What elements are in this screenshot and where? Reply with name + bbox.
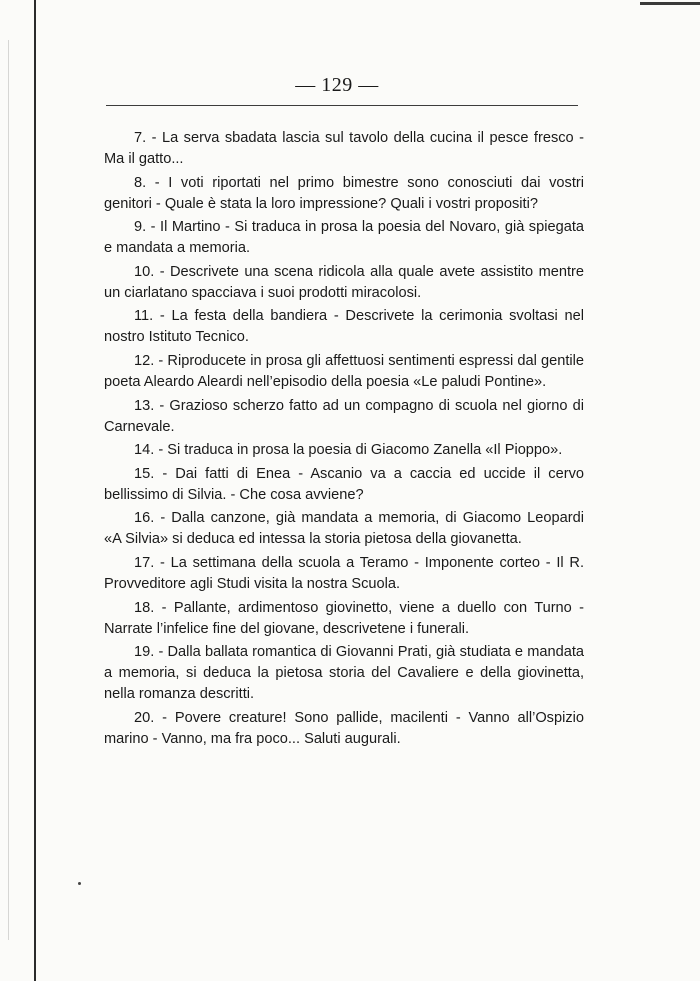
scan-margin-line (8, 40, 9, 940)
scan-speck (78, 882, 81, 885)
exercise-item: 13. - Grazioso scherzo fatto ad un compagno di scuola nel giorno di Carnevale. (104, 397, 584, 435)
exercise-item: 11. - La festa della bandiera - Descrivete la cerimonia svoltasi nel nostro Istituto Tecnico. (104, 308, 584, 346)
exercise-item: 7. - La serva sbadata lascia sul tavolo della cucina il pesce fresco - Ma il gatto... (104, 130, 584, 167)
exercise-item: 12. - Riproducete in prosa gli affettuosi sentimenti espressi dal gentile poeta Aleardo Aleardi nell’episodio della poesia «Le paludi Pontine». (104, 352, 584, 390)
page-number: — 129 — (295, 74, 379, 96)
exercise-item: 9. - Il Martino - Si traduca in prosa la poesia del Novaro, già spiegata e mandata a memoria. (104, 219, 584, 257)
exercise-item: 16. - Dalla canzone, già mandata a memoria, di Giacomo Leopardi «A Silvia» si deduca ed intessa la storia pietosa della giovanetta. (104, 510, 584, 548)
exercise-list (104, 128, 584, 752)
exercise-item: 15. - Dai fatti di Enea - Ascanio va a caccia ed uccide il cervo bellissimo di Silvia. - Che cosa avviene? (104, 465, 584, 503)
exercise-item: 17. - La settimana della scuola a Teramo - Imponente corteo - Il R. Provveditore agli Studi visita la nostra Scuola. (104, 554, 584, 592)
exercise-item: 20. - Povere creature! Sono pallide, macilenti - Vanno all’Ospizio marino - Vanno, ma fra poco... Saluti augurali. (104, 709, 584, 747)
exercise-item: 19. - Dalla ballata romantica di Giovanni Prati, già studiata e mandata a memoria, si deduca la pietosa storia del Cavaliere e della giovinetta, nella romanza descritti. (104, 644, 584, 703)
exercise-item: 10. - Descrivete una scena ridicola alla quale avete assistito mentre un ciarlatano spacciava i suoi prodotti miracolosi. (104, 263, 584, 301)
scan-corner-mark (640, 2, 700, 5)
exercise-item: 8. - I voti riportati nel primo bimestre sono conosciuti dai vostri genitori - Quale è stata la loro impressione? Quali i vostri propositi? (104, 174, 584, 212)
exercise-item: 18. - Pallante, ardimentoso giovinetto, viene a duello con Turno - Narrate l’infelice fine del giovane, descrivetene i funerali. (104, 599, 584, 637)
header-rule (106, 105, 578, 106)
page-binding-edge (34, 0, 36, 981)
exercise-item: 14. - Si traduca in prosa la poesia di Giacomo Zanella «Il Pioppo». (134, 442, 563, 459)
